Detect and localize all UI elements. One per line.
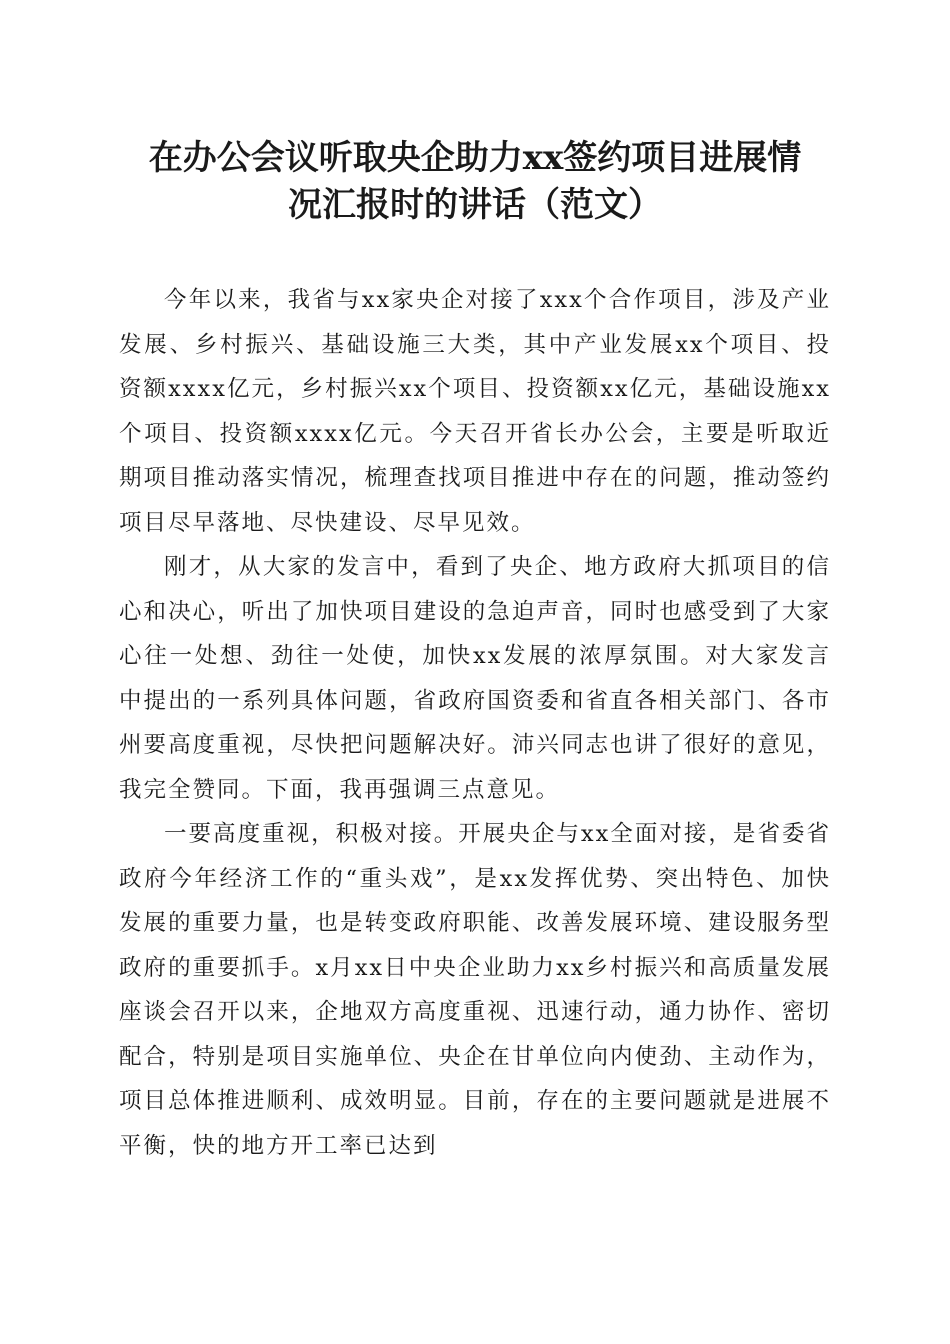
title-line-2: 况汇报时的讲话（范文）: [288, 185, 662, 225]
document-body: [119, 278, 831, 1168]
paragraph: 刚才，从大家的发言中，看到了央企、地方政府大抓项目的信心和决心，听出了加快项目建设的急迫声音，同时也感受到了大家心往一处想、劲往一处使，加快xx发展的浓厚氛围。对大家发言中提出的一系列具体问题，省政府国资委和省直各相关部门、各市州要高度重视，尽快把问题解决好。沛兴同志也讲了很好的意见，我完全赞同。下面，我再强调三点意见。: [119, 554, 831, 803]
document-title: [118, 135, 832, 229]
title-line-1: 在办公会议听取央企助力xx签约项目进展情: [148, 138, 802, 178]
paragraph: 今年以来，我省与xx家央企对接了xxx个合作项目，涉及产业发展、乡村振兴、基础设施三大类，其中产业发展xx个项目、投资额xxxx亿元，乡村振兴xx个项目、投资额xx亿元，基础设施xx个项目、投资额xxxx亿元。今天召开省长办公会，主要是听取近期项目推动落实情况，梳理查找项目推进中存在的问题，推动签约项目尽早落地、尽快建设、尽早见效。: [119, 287, 831, 536]
paragraph: 一要高度重视，积极对接。开展央企与xx全面对接，是省委省政府今年经济工作的“重头戏”，是xx发挥优势、突出特色、加快发展的重要力量，也是转变政府职能、改善发展环境、建设服务型政府的重要抓手。x月xx日中央企业助力xx乡村振兴和高质量发展座谈会召开以来，企地双方高度重视、迅速行动，通力协作、密切配合，特别是项目实施单位、央企在甘单位向内使劲、主动作为，项目总体推进顺利、成效明显。目前，存在的主要问题就是进展不平衡，快的地方开工率已达到: [119, 821, 831, 1159]
